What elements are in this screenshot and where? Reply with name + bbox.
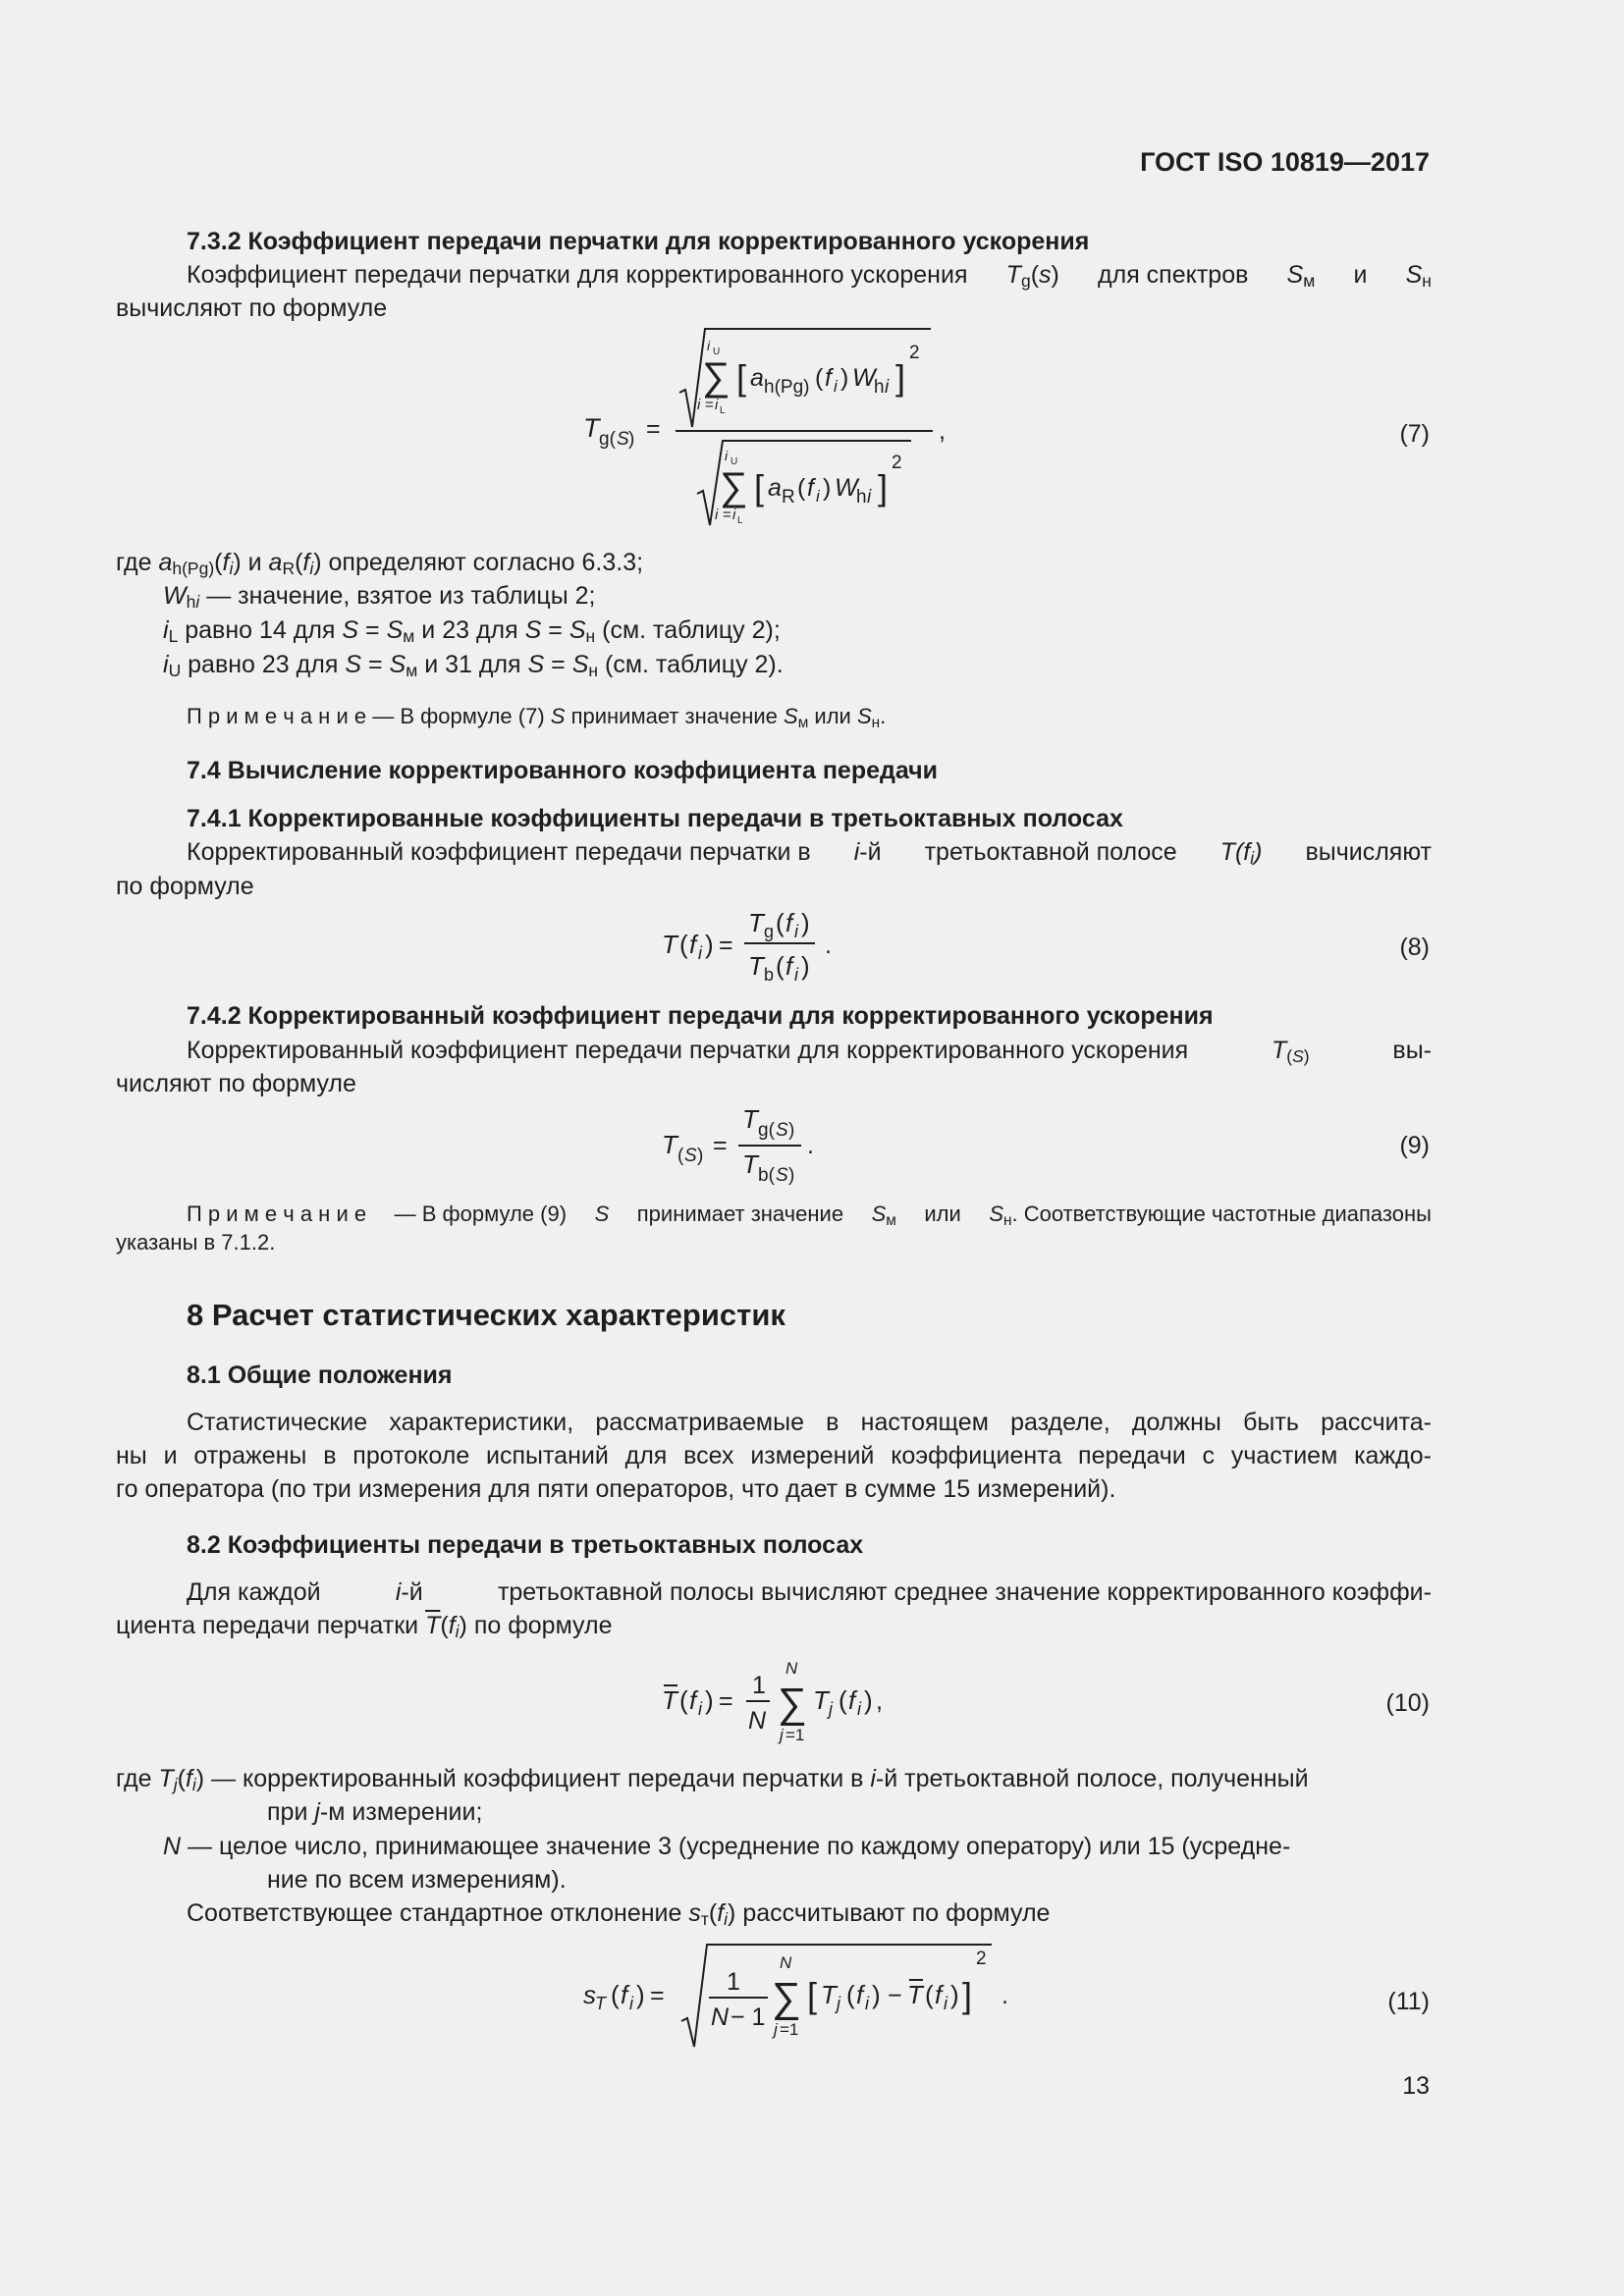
svg-text:T: T [662, 1130, 677, 1159]
svg-text:.: . [807, 1132, 814, 1159]
section-8-1-heading: 8.1 Общие положения [187, 1362, 453, 1389]
document-id: ГОСТ ISO 10819—2017 [1140, 147, 1430, 177]
where-line: где $a_{h(Pg)}(f_i)$ и $a_R(f_i)$ определяют согласно 6.3.3; [116, 549, 644, 578]
svg-text:): ) [840, 364, 849, 392]
svg-text:i: i [715, 397, 719, 413]
svg-text:f: f [689, 930, 697, 959]
svg-text:N: N [785, 1659, 798, 1678]
formula-8 [658, 898, 874, 987]
svg-text:(: ( [797, 474, 806, 502]
equation-number-9: (9) [1399, 1132, 1430, 1159]
svg-text:=: = [719, 1687, 733, 1715]
paragraph-line: числяют по формуле [116, 1070, 356, 1097]
svg-text:): ) [788, 1165, 795, 1186]
svg-text:): ) [801, 951, 810, 981]
formula-10 [658, 1654, 913, 1757]
svg-text:L: L [737, 515, 743, 526]
svg-text:T: T [813, 1685, 829, 1715]
svg-text:a: a [768, 474, 782, 502]
svg-text:i: i [697, 397, 701, 413]
paragraph-line: ны и отражены в протоколе испытаний для всех измерений коэффициента передачи с участием каждо- [116, 1442, 1432, 1469]
svg-text:2: 2 [976, 1949, 987, 1969]
section-7-4-heading: 7.4 Вычисление корректированного коэффициента передачи [187, 757, 939, 784]
svg-text:(: ( [846, 1980, 855, 2009]
svg-text:i: i [816, 487, 820, 506]
svg-text:T: T [748, 951, 764, 981]
svg-text:T: T [742, 1149, 758, 1179]
svg-text:1: 1 [752, 1672, 766, 1699]
svg-text:U: U [731, 456, 738, 467]
paragraph-line: вычисляют по формуле [116, 294, 388, 322]
svg-text:i: i [885, 377, 890, 398]
svg-text:∑: ∑ [702, 355, 731, 399]
svg-text:(: ( [776, 908, 785, 937]
svg-text:T: T [595, 1994, 606, 2013]
svg-text:[: [ [736, 357, 747, 398]
svg-text:N: N [711, 2003, 730, 2031]
svg-text:∑: ∑ [778, 1680, 807, 1726]
svg-text:i: i [725, 448, 729, 463]
svg-text:h: h [874, 377, 885, 398]
svg-text:i: i [698, 943, 702, 963]
paragraph-line: Для каждой i-й третьоктавной полосы вычисляют среднее значение корректированного коэффи- [187, 1578, 1432, 1606]
where-line: ние по всем измерениям). [267, 1866, 567, 1894]
svg-text:T: T [821, 1980, 837, 2009]
svg-text:i: i [834, 377, 838, 396]
svg-text:[: [ [807, 1975, 818, 2015]
svg-text:∑: ∑ [720, 465, 748, 508]
svg-text:U: U [713, 347, 721, 357]
svg-text:): ) [636, 1980, 645, 2009]
svg-text:f: f [825, 364, 832, 392]
equation-number-7: (7) [1399, 420, 1430, 448]
svg-text:]: ] [895, 357, 906, 398]
svg-text:): ) [801, 908, 810, 937]
svg-text:(: ( [679, 930, 688, 959]
svg-text:2: 2 [892, 453, 902, 473]
svg-text:h: h [856, 487, 867, 507]
paragraph-line: Статистические характеристики, рассматриваемые в настоящем разделе, должны быть рассчита- [187, 1409, 1432, 1436]
where-line: $i_L$ равно 14 для $S = S_м$ и 23 для $S = S_н$ (см. таблицу 2); [163, 616, 781, 646]
svg-text:(: ( [839, 1685, 847, 1715]
svg-text:T: T [742, 1104, 758, 1134]
note: П р и м е ч а н и е — В формуле (7) S принимает значение $S_м$ или $S_н$. [187, 704, 887, 731]
svg-text:s: s [583, 1980, 596, 2009]
svg-text:g(: g( [758, 1120, 775, 1141]
svg-text:=: = [646, 415, 661, 443]
svg-text:f: f [785, 951, 793, 981]
formula-7 [569, 319, 1001, 535]
where-line: $W_{hi}$ — значение, взятое из таблицы 2; [163, 582, 596, 612]
svg-text:=1: =1 [780, 2020, 799, 2039]
paragraph-line: Коэффициент передачи перчатки для корректированного ускорения $T_g(s)$ для спектров $S_м$ и $S_н$ [187, 261, 1432, 291]
svg-text:S: S [776, 1120, 788, 1141]
section-8-2-heading: 8.2 Коэффициенты передачи в третьоктавных полосах [187, 1531, 864, 1559]
svg-text:j: j [780, 1726, 784, 1744]
svg-text:j: j [837, 1994, 840, 2013]
svg-text:f: f [689, 1685, 697, 1715]
formula-11 [579, 1939, 1031, 2056]
svg-text:T: T [662, 930, 677, 959]
note: указаны в 7.1.2. [116, 1230, 276, 1255]
svg-text:1: 1 [727, 1968, 740, 1996]
svg-text:S: S [776, 1165, 788, 1186]
svg-text:f: f [807, 474, 814, 502]
svg-text:i: i [794, 922, 798, 941]
svg-text:i: i [794, 965, 798, 985]
note: П р и м е ч а н и е — В формуле (9) S принимает значение $S_м$ или $S_н$. Соответствующие частотные диапазоны [187, 1201, 1432, 1229]
svg-text:(: ( [776, 951, 785, 981]
svg-text:f: f [856, 1980, 864, 2009]
paragraph-line: Корректированный коэффициент передачи перчатки для корректированного ускорения $T_{(S)}$ вы- [187, 1037, 1432, 1066]
svg-text:i: i [944, 1994, 947, 2013]
svg-text:i: i [732, 507, 736, 523]
svg-text:): ) [628, 429, 635, 450]
svg-text:(: ( [925, 1980, 934, 2009]
svg-text:N: N [748, 1707, 767, 1735]
svg-text:W: W [852, 364, 876, 392]
svg-text:j: j [829, 1699, 833, 1719]
svg-text:T: T [748, 908, 764, 937]
svg-text:a: a [750, 364, 764, 392]
section-7-4-2-heading: 7.4.2 Корректированный коэффициент передачи для корректированного ускорения [187, 1002, 1214, 1030]
svg-text:i: i [865, 1994, 869, 2013]
paragraph-line: Корректированный коэффициент передачи перчатки в i-й третьоктавной полосе $T(f_i)$ вычисляют [187, 838, 1432, 868]
svg-text:f: f [935, 1980, 943, 2009]
svg-text:i: i [715, 507, 719, 523]
paragraph-line: по формуле [116, 873, 254, 900]
section-7-4-1-heading: 7.4.1 Корректированные коэффициенты передачи в третьоктавных полосах [187, 805, 1123, 832]
svg-text:f: f [621, 1980, 628, 2009]
formula-9 [658, 1095, 835, 1188]
svg-text:): ) [872, 1980, 881, 2009]
svg-text:f: f [785, 908, 793, 937]
svg-text:,: , [939, 417, 946, 445]
paragraph-line: Соответствующее стандартное отклонение $s_т(f_i)$ рассчитывают по формуле [187, 1899, 1051, 1929]
svg-text:S: S [684, 1146, 697, 1166]
svg-text:): ) [823, 474, 832, 502]
svg-text:T: T [662, 1685, 677, 1715]
svg-text:g: g [764, 922, 775, 941]
svg-text:L: L [720, 405, 726, 416]
svg-text:): ) [705, 930, 714, 959]
equation-number-8: (8) [1399, 934, 1430, 961]
equation-number-11: (11) [1387, 1988, 1430, 2015]
svg-text:b: b [764, 965, 775, 985]
svg-text:f: f [848, 1685, 856, 1715]
svg-text:): ) [950, 1980, 959, 2009]
svg-text:=1: =1 [785, 1726, 805, 1744]
where-line: где $T_j(f_i)$ — корректированный коэффициент передачи перчатки в i-й третьоктавной полосе, полученный [116, 1765, 1309, 1794]
where-line: при j-м измерении; [267, 1798, 483, 1826]
svg-text:=: = [719, 932, 733, 959]
svg-text:(: ( [815, 364, 824, 392]
paragraph-line: циента передачи перчатки $\overline{T}(f_i)$ по формуле [116, 1612, 613, 1641]
svg-text:]: ] [878, 467, 889, 507]
svg-text:(: ( [677, 1146, 684, 1166]
equation-number-10: (10) [1385, 1689, 1430, 1717]
svg-text:−: − [888, 1982, 902, 2009]
svg-text:∑: ∑ [772, 1974, 801, 2020]
svg-text:T: T [907, 1980, 923, 2009]
svg-text:i: i [857, 1699, 861, 1719]
section-8-heading: 8 Расчет статистических характеристик [187, 1298, 785, 1332]
svg-text:b(: b( [758, 1165, 775, 1186]
svg-text:g(: g( [599, 429, 616, 450]
svg-text:=: = [650, 1982, 665, 2009]
svg-text:): ) [697, 1146, 704, 1166]
svg-text:(: ( [679, 1685, 688, 1715]
where-line: N — целое число, принимающее значение 3 (усреднение по каждому оператору) или 15 (усредне- [163, 1833, 1291, 1860]
section-7-3-2-heading: 7.3.2 Коэффициент передачи перчатки для корректированного ускорения [187, 228, 1090, 255]
svg-text:i: i [707, 338, 711, 353]
svg-text:− 1: − 1 [731, 2003, 766, 2031]
svg-text:): ) [864, 1685, 873, 1715]
svg-text:2: 2 [909, 343, 920, 363]
svg-text:W: W [835, 474, 858, 502]
svg-text:=: = [705, 397, 714, 413]
where-line: $i_U$ равно 23 для $S = S_м$ и 31 для $S = S_н$ (см. таблицу 2). [163, 651, 784, 680]
svg-text:(: ( [611, 1980, 620, 2009]
svg-text:N: N [780, 1953, 792, 1972]
svg-text:S: S [617, 429, 629, 450]
page-number: 13 [1402, 2072, 1430, 2100]
svg-text:i: i [629, 1994, 633, 2013]
svg-text:[: [ [754, 467, 765, 507]
svg-text:R: R [782, 487, 795, 507]
svg-text:.: . [825, 932, 832, 959]
svg-text:]: ] [962, 1975, 973, 2015]
svg-text:T: T [583, 413, 600, 443]
svg-text:i: i [698, 1699, 702, 1719]
svg-text:=: = [723, 507, 731, 523]
svg-text:h(Pg): h(Pg) [764, 377, 810, 398]
svg-text:): ) [705, 1685, 714, 1715]
svg-text:j: j [774, 2020, 778, 2039]
paragraph-line: го оператора (по три измерения для пяти операторов, что дает в сумме 15 измерений). [116, 1475, 1116, 1503]
svg-text:=: = [713, 1132, 728, 1159]
svg-text:,: , [876, 1687, 883, 1715]
svg-text:i: i [867, 487, 872, 507]
svg-text:.: . [1001, 1982, 1008, 2009]
svg-text:): ) [788, 1120, 795, 1141]
